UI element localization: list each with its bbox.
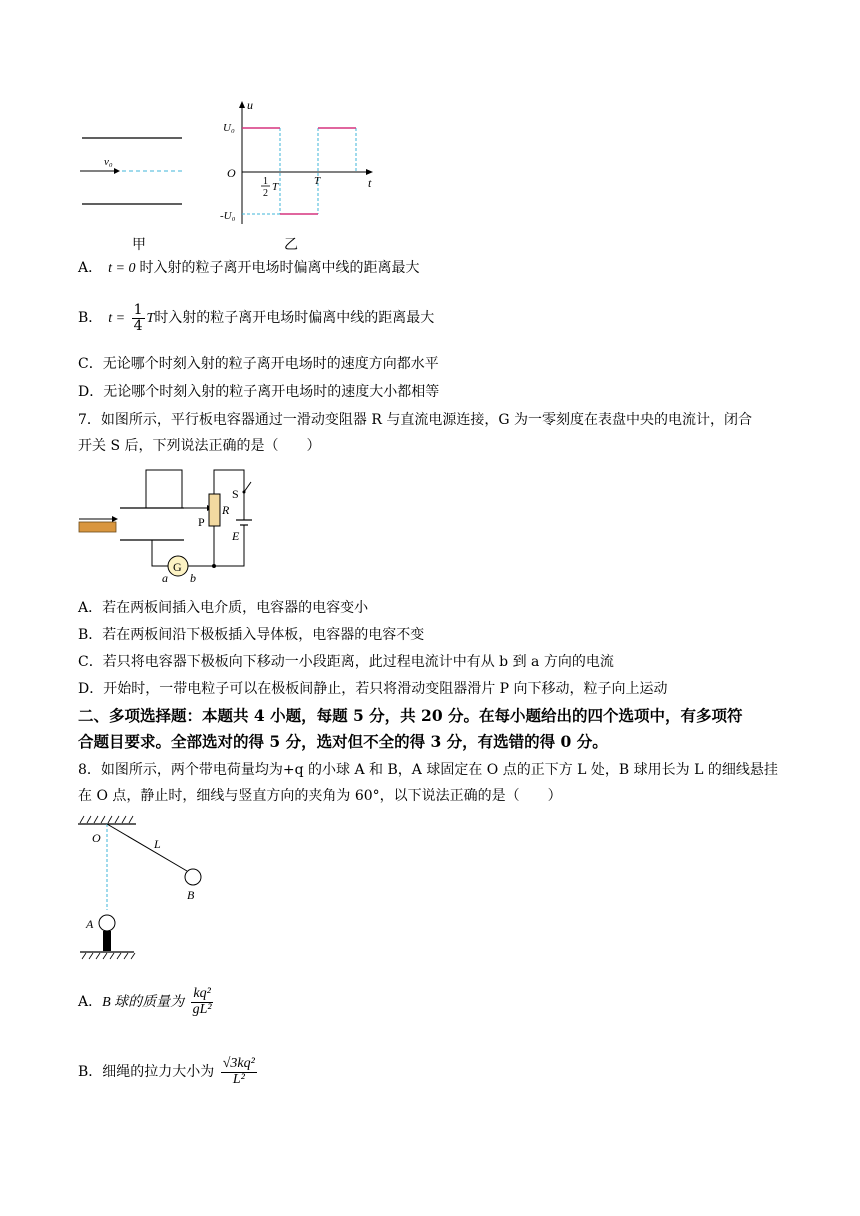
slider-label: P bbox=[198, 515, 205, 529]
q7-stem-line1: 7．如图所示，平行板电容器通过一滑动变阻器 R 与直流电源连接，G 为一零刻度在表盘中央的电流计，闭合 bbox=[78, 412, 752, 428]
switch-blade bbox=[244, 482, 251, 492]
q7-option-b: B．若在两板间沿下极板插入导体板，电容器的电容不变 bbox=[78, 627, 425, 643]
q7-option-a: A．若在两板间插入电介质，电容器的电容变小 bbox=[78, 600, 369, 616]
u-axis-arrowhead bbox=[239, 101, 245, 108]
v0-arrowhead bbox=[114, 168, 120, 174]
q8-option-a: A．B 球的质量为 $\frac{\text{kq²}}{\text{gL²}}$ bbox=[78, 985, 212, 1017]
half-T-sym: T bbox=[272, 181, 279, 193]
charged-particle bbox=[79, 522, 116, 532]
yi-label: 乙 bbox=[284, 237, 298, 253]
figure-jia bbox=[70, 124, 190, 214]
figure-yi bbox=[222, 98, 382, 230]
point-O-label: O bbox=[92, 831, 101, 845]
t-axis-label: t bbox=[368, 176, 372, 190]
q7-option-c: C．若只将电容器下极板向下移动一小段距离，此过程电流计中有从 b 到 a 方向的电流 bbox=[78, 654, 614, 670]
half-T-den: 2 bbox=[263, 188, 268, 199]
resistor-label: R bbox=[222, 503, 230, 517]
ball-A bbox=[99, 915, 115, 931]
section2-heading-line2: 合题目要求。全部选对的得 5 分，选对但不全的得 3 分，有选错的得 0 分。 bbox=[78, 732, 608, 751]
section2-heading-line1: 二、多项选择题：本题共 4 小题，每题 5 分，共 20 分。在每小题给出的四个选项中，有多项符 bbox=[78, 706, 743, 725]
terminal-a-label: a bbox=[162, 571, 168, 585]
q7-stem-line2: 开关 S 后，下列说法正确的是（ ） bbox=[78, 438, 321, 454]
battery-label: E bbox=[232, 529, 240, 543]
terminal-b-label: b bbox=[190, 571, 196, 585]
q6-option-a: A． t = 0 时入射的粒子离开电场时偏离中线的距离最大 bbox=[78, 260, 420, 276]
figure-pendulum bbox=[74, 812, 224, 964]
U0-label: U₀ bbox=[223, 122, 235, 134]
switch-label: S bbox=[232, 487, 239, 501]
ball-B-label: B bbox=[187, 888, 195, 902]
q6-option-b: B． t = $\frac{1}{4}$ T时入射的粒子离开电场时偏离中线的距离最大 bbox=[78, 301, 435, 334]
q8-b-fraction: $\frac{\text{√3kq²}}{\text{L²}}$ bbox=[222, 1055, 255, 1087]
rheostat-resistor bbox=[209, 494, 220, 526]
string bbox=[107, 824, 187, 871]
q6-b-fraction: $\frac{1}{4}$ bbox=[133, 301, 143, 334]
jia-label: 甲 bbox=[132, 237, 146, 253]
half-T-num: 1 bbox=[263, 176, 268, 187]
t-axis-arrowhead bbox=[366, 169, 373, 175]
ball-A-label: A bbox=[86, 917, 94, 931]
u-axis-label: u bbox=[247, 98, 253, 112]
q8-a-fraction: $\frac{\text{kq²}}{\text{gL²}}$ bbox=[192, 985, 212, 1017]
T-label: T bbox=[314, 175, 321, 187]
particle-arrowhead bbox=[112, 516, 118, 522]
ball-A-stand bbox=[103, 931, 111, 951]
q6-option-c: C．无论哪个时刻入射的粒子离开电场时的速度方向都水平 bbox=[78, 356, 439, 372]
q6-option-d: D．无论哪个时刻入射的粒子离开电场时的速度大小都相等 bbox=[78, 384, 440, 400]
q7-option-d: D．开始时，一带电粒子可以在极板间静止，若只将滑动变阻器滑片 P 向下移动，粒子向上运动 bbox=[78, 681, 668, 697]
figure-circuit bbox=[74, 462, 274, 588]
origin-label: O bbox=[227, 166, 236, 180]
galvanometer-label: G bbox=[173, 560, 182, 574]
negU0-label: -U₀ bbox=[220, 210, 236, 222]
q8-stem-line2: 在 O 点，静止时，细线与竖直方向的夹角为 60°，以下说法正确的是（ ） bbox=[78, 788, 562, 804]
length-L-label: L bbox=[154, 837, 161, 851]
v0-label: v₀ bbox=[104, 156, 113, 168]
q8-option-b: B．细绳的拉力大小为 $\frac{\text{√3kq²}}{\text{L²}}$ bbox=[78, 1055, 255, 1087]
q8-stem-line1: 8．如图所示，两个带电荷量均为+q 的小球 A 和 B，A 球固定在 O 点的正下方 L 处，B 球用长为 L 的细线悬挂 bbox=[78, 762, 778, 778]
ball-B bbox=[185, 869, 201, 885]
